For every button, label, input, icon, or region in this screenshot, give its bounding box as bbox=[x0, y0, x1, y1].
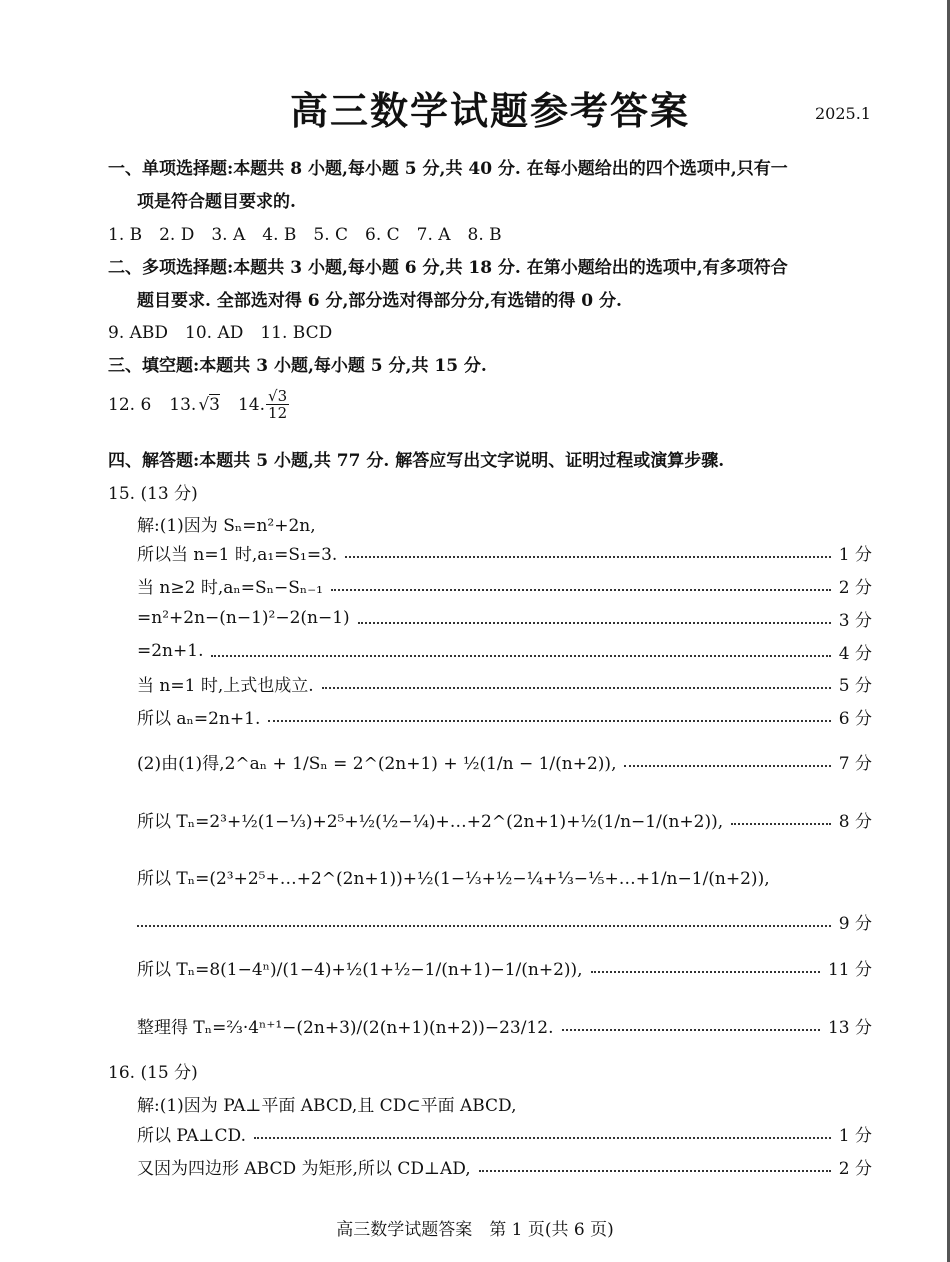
leader-dots bbox=[331, 588, 831, 591]
leader-dots bbox=[358, 621, 831, 624]
q15-step-1 bbox=[137, 539, 872, 565]
q15-label: 15. (13 分) bbox=[108, 484, 198, 504]
leader-dots bbox=[479, 1169, 831, 1172]
q15-step-7 bbox=[137, 748, 872, 774]
sqrt-symbol-icon: √ bbox=[198, 394, 210, 415]
step-text: =n²+2n−(n−1)²−2(n−1) bbox=[137, 608, 350, 628]
step-text: (2)由(1)得,2^aₙ + 1/Sₙ = 2^(2n+1) + ½(1/n − 1/(n+2)), bbox=[137, 753, 617, 774]
q15-step-4 bbox=[137, 638, 872, 664]
q15-step-12 bbox=[137, 1012, 872, 1038]
step-points: 8 分 bbox=[838, 811, 872, 832]
q16-intro: 解:(1)因为 PA⊥平面 ABCD,且 CD⊂平面 ABCD, bbox=[137, 1096, 517, 1116]
step-text: 所以 Tₙ=(2³+2⁵+…+2^(2n+1))+½(1−⅓+½−¼+⅓−⅕+…+1/n−1/(n+2)), bbox=[137, 868, 770, 889]
q15-step-11 bbox=[137, 954, 872, 980]
step-text: 所以 aₙ=2n+1. bbox=[137, 708, 261, 729]
q16-label: 16. (15 分) bbox=[108, 1063, 198, 1083]
step-points: 3 分 bbox=[838, 610, 872, 631]
section1-heading: 一、单项选择题:本题共 8 小题,每小题 5 分,共 40 分. 在每小题给出的四个选项中,只有一 bbox=[108, 159, 788, 179]
q15-step-3 bbox=[137, 605, 872, 631]
exam-date: 2025.1 bbox=[815, 104, 871, 123]
answer-12: 12. 6 bbox=[108, 394, 152, 415]
q16-step-1 bbox=[137, 1120, 872, 1146]
step-text: 当 n≥2 时,aₙ=Sₙ−Sₙ₋₁ bbox=[137, 577, 323, 598]
step-points: 2 分 bbox=[838, 1158, 872, 1179]
section2-answers: 9. ABD 10. AD 11. BCD bbox=[108, 323, 333, 343]
step-points: 7 分 bbox=[838, 753, 872, 774]
page-title: 高三数学试题参考答案 bbox=[289, 88, 690, 133]
step-text: =2n+1. bbox=[137, 641, 204, 661]
q15-step-5 bbox=[137, 670, 872, 696]
q15-intro: 解:(1)因为 Sₙ=n²+2n, bbox=[137, 516, 316, 536]
leader-dots bbox=[322, 686, 831, 689]
leader-dots bbox=[624, 764, 830, 767]
q15-step-10 bbox=[137, 908, 872, 934]
q15-step-8 bbox=[137, 806, 872, 832]
step-text: 整理得 Tₙ=⅔·4ⁿ⁺¹−(2n+3)/(2(n+1)(n+2))−23/12. bbox=[137, 1017, 554, 1038]
section2-heading: 二、多项选择题:本题共 3 小题,每小题 6 分,共 18 分. 在第小题给出的选项中,有多项符合 bbox=[108, 258, 788, 278]
q15-step-6 bbox=[137, 703, 872, 729]
step-points: 13 分 bbox=[827, 1017, 872, 1038]
leader-dots bbox=[254, 1136, 831, 1139]
step-text: 当 n=1 时,上式也成立. bbox=[137, 675, 314, 696]
step-points: 1 分 bbox=[838, 1125, 872, 1146]
step-text: 所以 Tₙ=2³+½(1−⅓)+2⁵+½(½−¼)+…+2^(2n+1)+½(1/n−1/(n+2)), bbox=[137, 811, 724, 832]
step-text: 所以当 n=1 时,a₁=S₁=3. bbox=[137, 544, 338, 565]
answer-14-denominator: 12 bbox=[268, 404, 288, 422]
step-points: 2 分 bbox=[838, 577, 872, 598]
page-footer: 高三数学试题答案 第 1 页(共 6 页) bbox=[336, 1220, 614, 1240]
section3-answers bbox=[108, 388, 290, 421]
q16-step-2 bbox=[137, 1153, 872, 1179]
section3-heading: 三、填空题:本题共 3 小题,每小题 5 分,共 15 分. bbox=[108, 356, 487, 376]
leader-dots bbox=[268, 719, 830, 722]
leader-dots bbox=[211, 654, 830, 657]
section1-answers: 1. B 2. D 3. A 4. B 5. C 6. C 7. A 8. B bbox=[108, 225, 502, 245]
leader-dots bbox=[345, 555, 830, 558]
section1-heading-cont: 项是符合题目要求的. bbox=[137, 192, 296, 212]
step-text: 所以 PA⊥CD. bbox=[137, 1125, 246, 1146]
q15-step-2 bbox=[137, 572, 872, 598]
section2-heading-cont: 题目要求. 全部选对得 6 分,部分选对得部分分,有选错的得 0 分. bbox=[137, 291, 622, 311]
step-text: 所以 Tₙ=8(1−4ⁿ)/(1−4)+½(1+½−1/(n+1)−1/(n+2)), bbox=[137, 959, 583, 980]
answer-13-value: 3 bbox=[209, 395, 220, 415]
leader-dots bbox=[731, 822, 831, 825]
leader-dots bbox=[591, 970, 820, 973]
answer-14-fraction bbox=[266, 388, 289, 421]
section4-heading: 四、解答题:本题共 5 小题,共 77 分. 解答应写出文字说明、证明过程或演算步骤. bbox=[108, 451, 725, 471]
step-text: 又因为四边形 ABCD 为矩形,所以 CD⊥AD, bbox=[137, 1158, 471, 1179]
step-points: 4 分 bbox=[838, 643, 872, 664]
q15-step-9 bbox=[137, 863, 872, 889]
step-points: 5 分 bbox=[838, 675, 872, 696]
step-points: 11 分 bbox=[827, 959, 872, 980]
answer-14-numerator: √3 bbox=[268, 387, 288, 405]
answer-14-prefix: 14. bbox=[237, 394, 266, 415]
step-points: 1 分 bbox=[838, 544, 872, 565]
step-points: 6 分 bbox=[838, 708, 872, 729]
leader-dots bbox=[562, 1028, 820, 1031]
step-points: 9 分 bbox=[838, 913, 872, 934]
leader-dots bbox=[137, 924, 831, 927]
answer-13-prefix: 13. bbox=[169, 394, 197, 415]
